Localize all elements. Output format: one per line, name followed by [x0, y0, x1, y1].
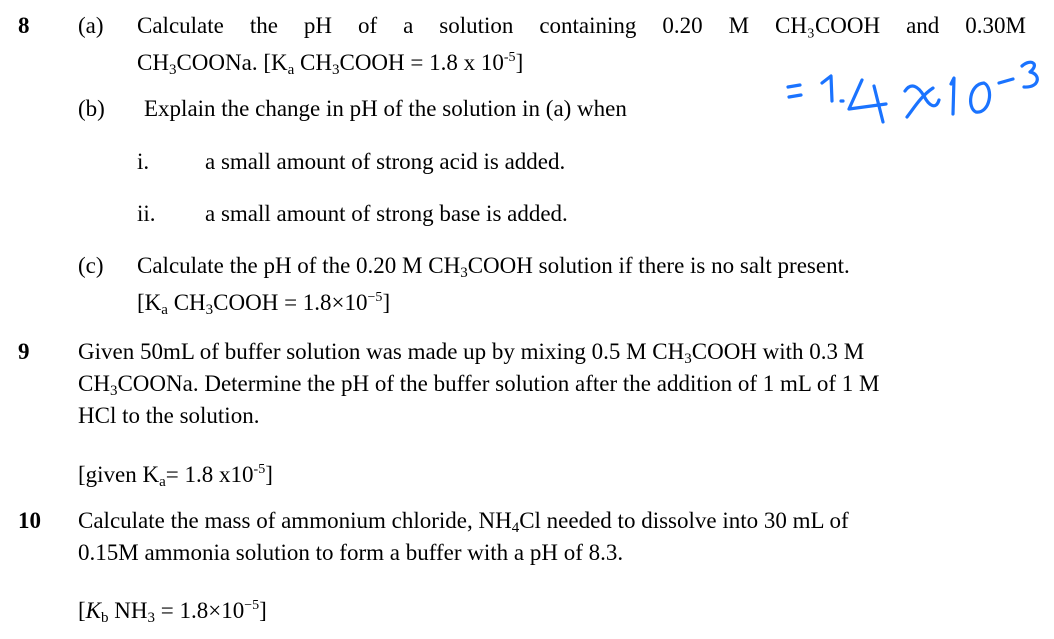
q8a-word: of: [357, 13, 378, 38]
q10-line-2: 0.15M ammonia solution to form a buffer with a pH of 8.3.: [78, 540, 624, 565]
q8a-word: Calculate: [137, 13, 224, 38]
q9-text: Given 50mL of buffer solution was made up by mixing 0.5 M CH: [78, 339, 685, 364]
q10-line-1: [78, 508, 849, 541]
q8c-text: ]: [382, 290, 391, 315]
q9-text: [given K: [78, 462, 160, 487]
q10-text: NH: [108, 598, 148, 623]
subscript: 3: [205, 302, 214, 318]
subscript: 3: [331, 62, 340, 78]
q8a-text: COONa. [K: [176, 50, 288, 75]
q10-text: K: [85, 598, 102, 623]
question-number-8: 8: [18, 13, 30, 38]
subscript: a: [287, 62, 295, 78]
q9-line-1: [78, 339, 864, 372]
subscript: a: [161, 302, 168, 318]
q8b-i-text: a small amount of strong acid is added.: [205, 149, 566, 174]
q8a-text: COOH = 1.8 x 10: [339, 50, 504, 75]
q8c-line-1: [137, 253, 850, 286]
q8a-word: 0.20: [662, 13, 703, 38]
q8a-word: pH: [303, 13, 332, 38]
subscript: b: [101, 610, 109, 626]
q10-text: ]: [259, 598, 267, 623]
subscript: 3: [168, 62, 177, 78]
superscript: -5: [253, 462, 266, 477]
q10-text: Cl needed to dissolve into 30 mL of: [519, 508, 849, 533]
q9-line-3: HCl to the solution.: [78, 403, 260, 428]
q8a-word: and: [906, 13, 940, 38]
question-number-9: 9: [18, 339, 30, 364]
q8a-word: containing: [539, 13, 637, 38]
q8a-text: ]: [515, 50, 524, 75]
subscript: 3: [460, 265, 468, 281]
q10-kb: [78, 593, 267, 631]
q8b-label: (b): [78, 96, 105, 121]
q8c-label: (c): [78, 253, 104, 278]
q9-text: COONa. Determine the pH of the buffer solution after the addition of 1 mL of 1 M: [117, 371, 880, 396]
q8b-ii-label: ii.: [137, 201, 156, 226]
question-number-10: 10: [18, 508, 41, 533]
q9-given: [78, 457, 273, 495]
superscript: −5: [367, 290, 383, 305]
q8a-text: CH: [294, 50, 332, 75]
q8b-i-label: i.: [137, 149, 150, 174]
q8a-word: solution: [439, 13, 514, 38]
q10-text: Calculate the mass of ammonium chloride, NH: [78, 508, 512, 533]
q8a-word: M: [728, 13, 750, 38]
q8a-text: CH: [137, 50, 169, 75]
subscript: 3: [147, 610, 155, 626]
q8a-label: (a): [78, 13, 104, 38]
subscript: 3: [109, 383, 118, 399]
q8c-text: Calculate the pH of the 0.20 M CH: [137, 253, 461, 278]
q8c-line-2: [137, 285, 390, 323]
q8a-word: CH₃COOH: [774, 13, 881, 38]
q10-text: = 1.8×10: [155, 598, 245, 623]
q8a-word: the: [249, 13, 278, 38]
q8a-word: a: [403, 13, 414, 38]
q8c-text: COOH = 1.8×10: [213, 290, 368, 315]
subscript: 3: [684, 351, 692, 367]
q9-text: CH: [78, 371, 110, 396]
subscript: 4: [511, 520, 520, 536]
superscript: −5: [244, 598, 260, 613]
q8c-text: [K: [137, 290, 162, 315]
q8b-ii-text: a small amount of strong base is added.: [205, 201, 568, 226]
q8c-text: CH: [167, 290, 206, 315]
q8b-text: Explain the change in pH of the solution in (a) when: [144, 96, 627, 121]
q8c-text: COOH solution if there is no salt present.: [467, 253, 850, 278]
q9-text: ]: [265, 462, 273, 487]
q8a-word: 0.30M: [965, 13, 1026, 38]
q9-line-2: [78, 371, 879, 404]
superscript: -5: [503, 50, 516, 65]
q10-text: [: [78, 598, 86, 623]
q9-text: = 1.8 x10: [165, 462, 254, 487]
subscript: a: [159, 474, 166, 490]
q9-text: COOH with 0.3 M: [691, 339, 865, 364]
